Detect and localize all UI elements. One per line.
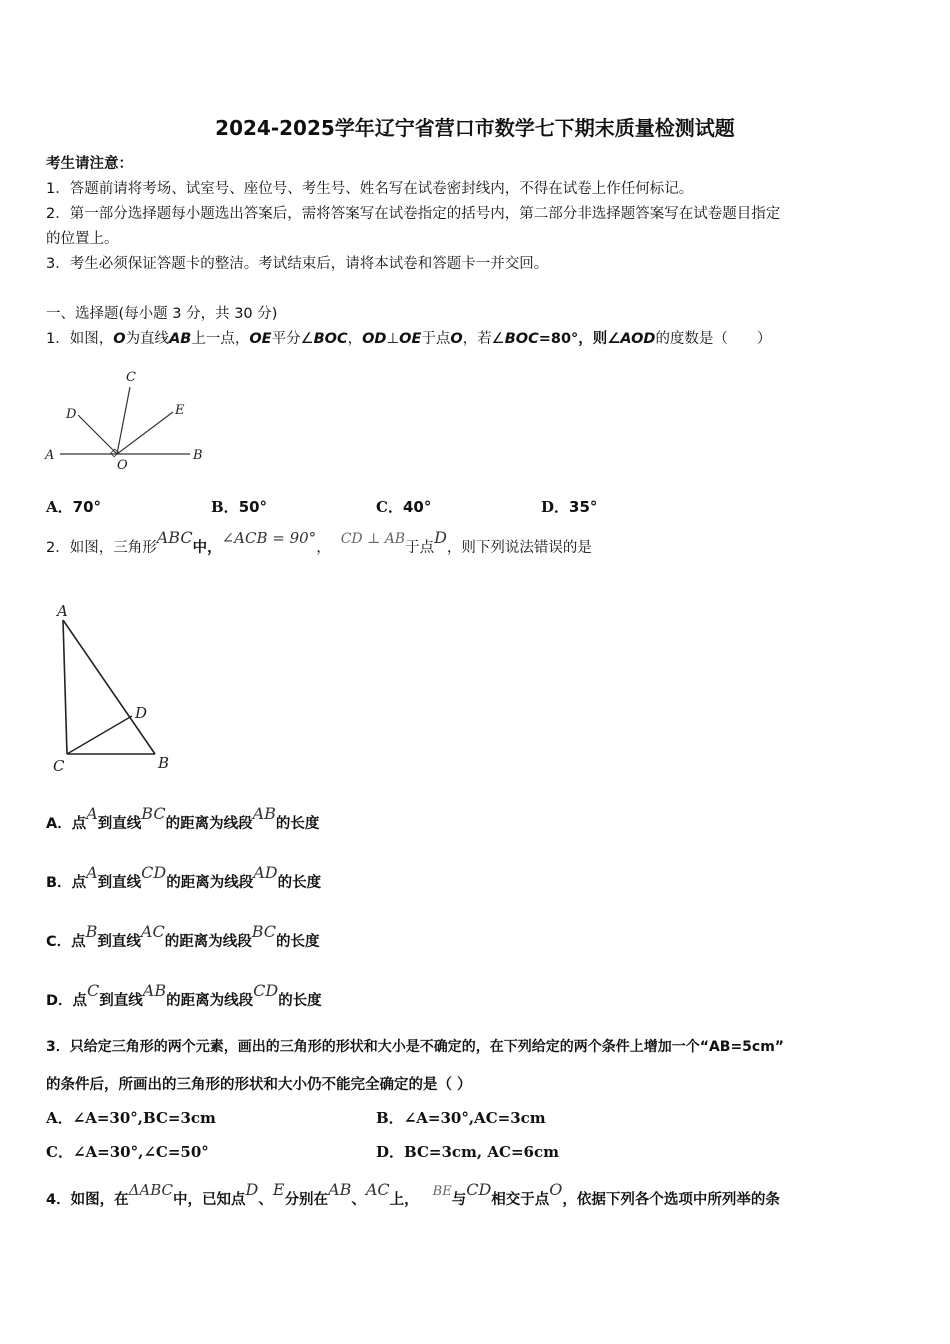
q1-text: ⊥ [386,331,400,347]
option-value: 70° [72,498,102,516]
option-math: AB [142,981,167,1000]
option-letter: B． [211,498,239,516]
q4-math: E [272,1180,285,1199]
q3-stem-line-1: 3．只给定三角形的两个元素，画出的三角形的形状和大小是不确定的，在下列给定的两个条件上增加一个“AB=5cm” [46,1039,785,1055]
q4-math: AC [365,1180,390,1199]
option-value: BC=3cm, AC=6cm [404,1143,559,1161]
option-text: 到直线 [99,993,143,1009]
q4-text: 中，已知点 [173,1192,246,1208]
notice-item-2-cont: 的位置上。 [46,231,119,247]
option-math: A [86,804,98,823]
q2-math: D [434,528,447,547]
option-text: 到直线 [97,934,141,950]
q4-text: 上， [389,1192,419,1208]
option-value: 35° [569,498,598,516]
option-text: 的长度 [276,934,320,950]
q1-math: AOD [620,331,656,347]
option-text: 的距离为线段 [166,875,254,891]
option-letter: A． [46,1109,73,1127]
option-value: 50° [238,498,268,516]
q1-figure [40,365,210,475]
q2-label-b: B [158,754,170,772]
q4-text: 4．如图，在 [46,1192,129,1208]
q1-math: O [450,331,463,347]
q1-math: BOC [504,331,539,347]
q4-math: CD [466,1180,492,1199]
option-text: 点 [71,875,87,891]
option-text: 的距离为线段 [166,993,254,1009]
q4-text: 分别在 [284,1192,329,1208]
q1-option-c [376,496,431,517]
q1-math: OE [249,331,272,347]
question-2-stem [46,528,592,557]
option-math: A [86,863,98,882]
option-math: AD [253,863,278,882]
q1-label-c: C [126,370,136,385]
q2-label-d: D [135,704,148,722]
notice-item-2: 2．第一部分选择题每小题选出答案后，需将答案写在试卷指定的括号内，第二部分非选择题答案写在试卷题目指定 [46,206,781,222]
option-text: 的长度 [277,875,322,891]
q1-option-d [541,496,597,517]
q4-math: O [549,1180,563,1199]
q2-option-b [46,863,322,892]
q1-math: AB [169,331,192,347]
q1-option-a [46,496,101,517]
q2-text: ，则下列说法错误的是 [446,540,592,556]
page-title: 2024-2025学年辽宁省营口市数学七下期末质量检测试题 [215,116,735,140]
q1-text: ， [347,331,363,347]
option-letter: C． [376,498,403,516]
option-value: ∠A=30°,∠C=50° [72,1143,209,1161]
option-math: BC [251,922,277,941]
q1-label-e: E [175,403,185,418]
q1-math: O [113,331,126,347]
option-letter: A． [46,816,72,832]
option-text: 点 [71,816,87,832]
option-letter: B． [46,875,72,891]
q4-math: D [245,1180,259,1199]
option-math: AB [252,804,276,823]
q2-math: ABC [156,528,193,547]
q1-text: 上一点， [191,331,250,347]
option-text: 的距离为线段 [165,816,253,832]
option-letter: A． [46,498,73,516]
option-letter: C． [46,1143,73,1161]
q1-math: OD [362,331,387,347]
q1-label-d: D [66,407,77,422]
q1-math: OE [399,331,422,347]
q2-label-c: C [53,757,65,775]
q3-stem-line-2: 的条件后，所画出的三角形的形状和大小仍不能完全确定的是（ ） [46,1077,472,1093]
option-value: 40° [402,498,432,516]
q2-text: 于点 [405,540,435,556]
q2-text: 中， [192,540,222,556]
q1-text: 于点 [421,331,451,347]
option-math: B [85,922,98,941]
option-text: 的距离为线段 [164,934,252,950]
option-letter: D． [376,1143,405,1161]
q3-option-c [46,1141,209,1162]
option-math: BC [141,804,166,823]
q4-math: BE [432,1184,452,1199]
q2-text: ， [316,540,331,556]
q4-text: 相交于点 [491,1192,550,1208]
q1-text: 平分∠ [271,331,314,347]
q3-option-b [376,1107,546,1128]
q2-option-a [46,804,320,833]
option-value: ∠A=30°,AC=3cm [403,1109,546,1127]
notice-item-1: 1．答题前请将考场、试室号、座位号、考生号、姓名写在试卷密封线内，不得在试卷上作任何标记。 [46,181,694,197]
option-letter: B． [376,1109,404,1127]
q2-option-d [46,981,322,1010]
option-letter: D． [541,498,570,516]
option-value: ∠A=30°,BC=3cm [72,1109,216,1127]
option-text: 点 [72,993,88,1009]
q1-math: BOC [313,331,348,347]
question-1-stem [46,327,771,348]
q3-option-a [46,1107,216,1128]
q4-text: 、 [258,1192,273,1208]
option-text: 点 [71,934,86,950]
q1-text: 1．如图， [46,331,114,347]
q1-text: 的度数是（ ） [655,331,772,347]
q2-text: 2．如图，三角形 [46,540,157,556]
q1-text: =80°，则∠ [538,331,621,347]
q2-math: ∠ACB = 90° [221,529,317,547]
option-math: CD [141,863,167,882]
q2-figure [45,598,185,778]
q3-option-d [376,1141,559,1162]
q4-math: ΔABC [128,1181,174,1199]
section-heading: 一、选择题(每小题 3 分，共 30 分) [46,306,278,322]
option-text: 到直线 [97,875,142,891]
q1-text: ，若∠ [462,331,505,347]
notice-heading: 考生请注意： [46,156,133,172]
option-text: 到直线 [97,816,142,832]
q1-label-o: O [117,458,128,473]
q4-text: ，依据下列各个选项中所列举的条 [562,1192,780,1208]
option-math: CD [253,981,279,1000]
q4-text: 、 [351,1192,366,1208]
option-letter: C． [46,934,72,950]
option-math: AC [140,922,165,941]
q1-option-b [211,496,267,517]
q2-option-c [46,922,320,951]
option-letter: D． [46,993,73,1009]
q1-text: 为直线 [125,331,170,347]
option-text: 的长度 [275,816,320,832]
option-text: 的长度 [278,993,322,1009]
q4-text: 与 [451,1192,467,1208]
q2-math: CD ⊥ AB [340,531,406,547]
q1-label-a: A [45,448,55,463]
q1-label-b: B [193,448,203,463]
question-4-stem [46,1180,780,1209]
q4-math: AB [328,1180,352,1199]
option-math: C [87,981,100,1000]
q2-label-a: A [57,602,68,620]
notice-item-3: 3．考生必须保证答题卡的整洁。考试结束后，请将本试卷和答题卡一并交回。 [46,256,549,272]
